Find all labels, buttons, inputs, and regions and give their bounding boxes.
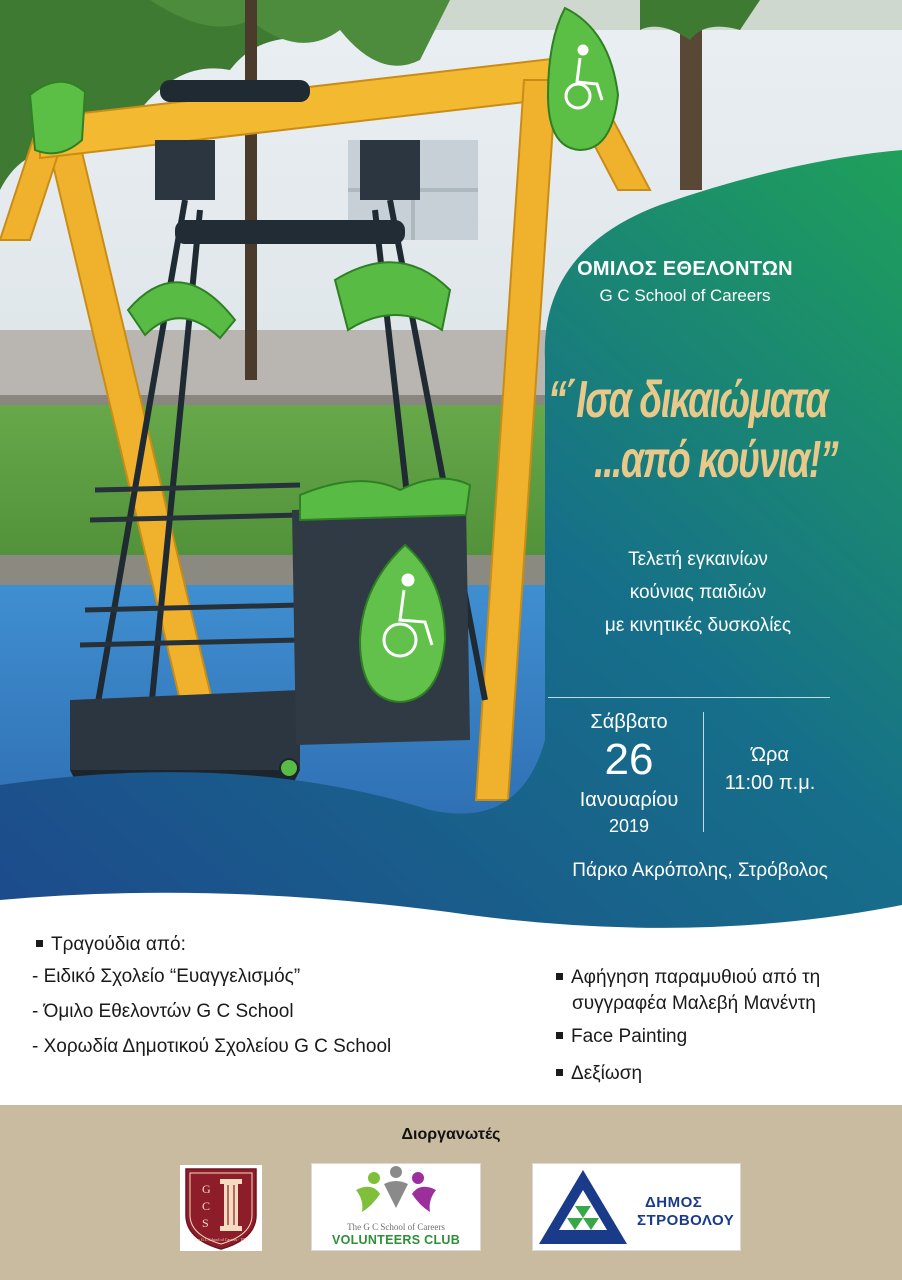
organizers-label: Διοργανωτές	[401, 1126, 501, 1143]
event-venue: Πάρκο Ακρόπολης, Στρόβολος	[572, 860, 828, 881]
program-left-item: - Ειδικό Σχολείο “Ευαγγελισμός”	[32, 966, 301, 987]
program-right-item	[556, 967, 820, 989]
event-description-line: Τελετή εγκαινίων	[628, 549, 768, 570]
gcs-ring-text: The G C School of Careers · 1973	[193, 1237, 249, 1242]
program-right-item-continuation: συγγραφέα Μαλεβή Μανέντη	[572, 993, 816, 1014]
event-year: 2019	[608, 816, 650, 836]
program-right-item-text: Face Painting	[571, 1026, 688, 1047]
program-right-item	[556, 1063, 642, 1085]
event-time-value: 11:00 π.μ.	[724, 772, 816, 794]
program-left-heading-text: Τραγούδια από:	[51, 934, 186, 955]
volunteers-club-subtitle: The G C School of Careers	[347, 1222, 445, 1232]
organization-subtitle: G C School of Careers	[599, 286, 771, 305]
event-description-line: με κινητικές δυσκολίες	[604, 615, 792, 636]
triangle-emblem-icon	[533, 1164, 633, 1250]
program-right-item-text: Δεξίωση	[571, 1063, 643, 1084]
divider-line	[548, 697, 830, 698]
square-bullet-icon	[556, 973, 563, 980]
gcs-crest-icon	[180, 1165, 262, 1251]
volunteers-club-logo	[311, 1163, 481, 1251]
program-right-item-text: Αφήγηση παραμυθιού από τη	[571, 967, 821, 988]
program-right-item	[556, 1026, 687, 1048]
gcs-letter-s: S	[202, 1216, 209, 1230]
municipality-name-line-1: ΔΗΜΟΣ	[645, 1194, 703, 1211]
event-time-label: Ώρα	[751, 744, 789, 766]
date-time-separator	[703, 712, 704, 832]
headline-line-2: ...από κούνια!”	[594, 431, 838, 489]
square-bullet-icon	[556, 1069, 563, 1076]
gcs-letter-g: G	[202, 1182, 211, 1196]
gcs-letter-c: C	[202, 1199, 211, 1213]
organization-title: ΟΜΙΛΟΣ ΕΘΕΛΟΝΤΩΝ	[577, 258, 793, 280]
headline-line-1: “΄Ισα δικαιώματα	[548, 371, 828, 429]
volunteers-people-icon	[312, 1164, 480, 1222]
event-description-line: κούνιας παιδιών	[629, 582, 767, 603]
event-day-name: Σάββατο	[590, 711, 668, 733]
strovolos-municipality-logo	[532, 1163, 741, 1251]
event-day-number: 26	[604, 735, 654, 784]
gcs-school-logo	[180, 1165, 262, 1251]
square-bullet-icon	[556, 1032, 563, 1039]
square-bullet-icon	[36, 940, 43, 947]
program-left-item: - Όμιλο Εθελοντών G C School	[32, 1001, 294, 1022]
program-left-heading	[36, 934, 186, 956]
volunteers-club-name: VOLUNTEERS CLUB	[331, 1233, 461, 1247]
municipality-name-line-2: ΣΤΡΟΒΟΛΟΥ	[637, 1212, 735, 1229]
event-month: Ιανουαρίου	[579, 789, 679, 811]
program-left-item: - Χορωδία Δημοτικού Σχολείου G C School	[32, 1036, 392, 1057]
